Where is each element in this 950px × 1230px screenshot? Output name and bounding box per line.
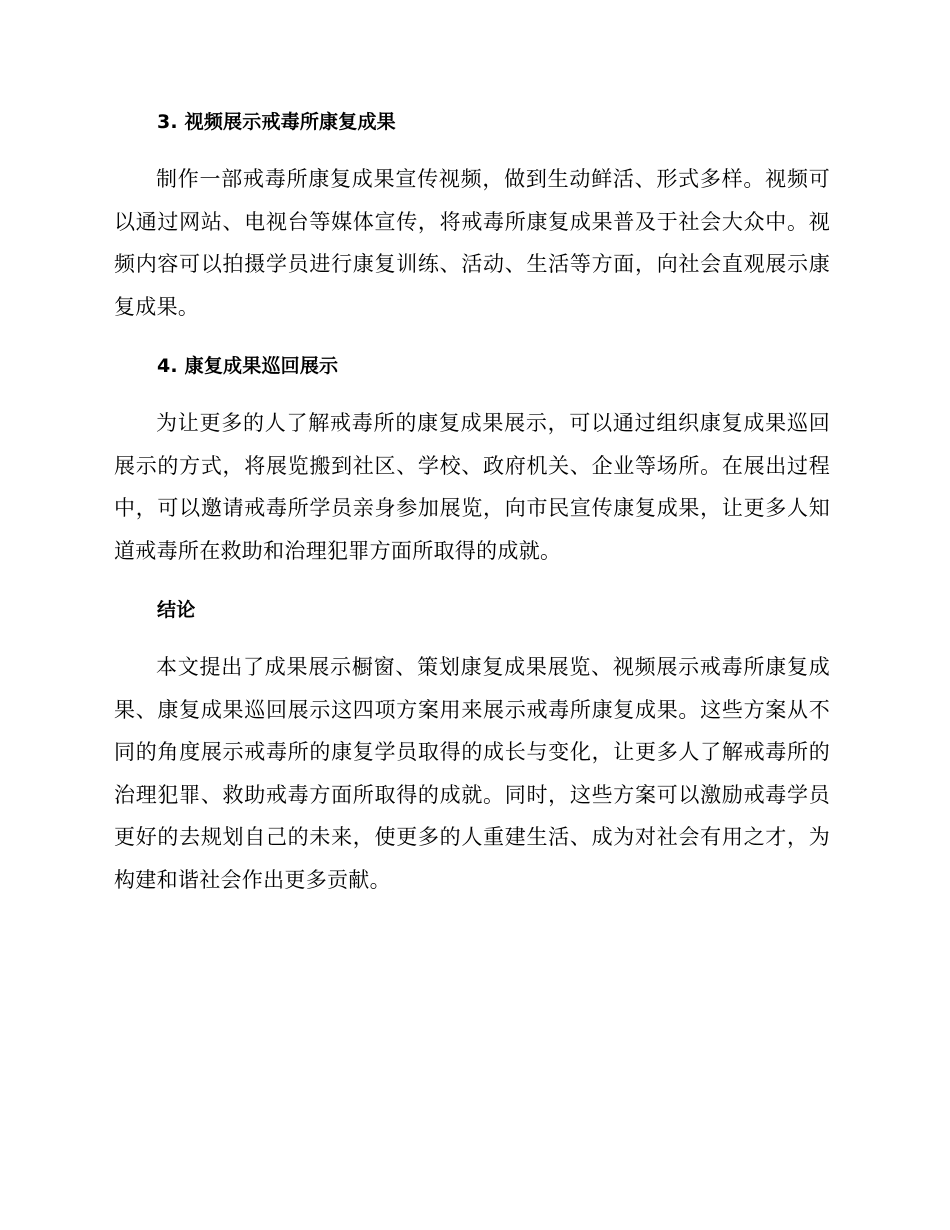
section-conclusion [114,596,830,901]
section-video-showcase [114,108,830,328]
section-paragraph: 本文提出了成果展示橱窗、策划康复成果展览、视频展示戒毒所康复成果、康复成果巡回展示这四项方案用来展示戒毒所康复成果。这些方案从不同的角度展示戒毒所的康复学员取得的成长与变化，让更多人了解戒毒所的治理犯罪、救助戒毒方面所取得的成就。同时，这些方案可以激励戒毒学员更好的去规划自己的未来，使更多的人重建生活、成为对社会有用之才，为构建和谐社会作出更多贡献。 [114,655,830,892]
section-paragraph: 为让更多的人了解戒毒所的康复成果展示，可以通过组织康复成果巡回展示的方式，将展览搬到社区、学校、政府机关、企业等场所。在展出过程中，可以邀请戒毒所学员亲身参加展览，向市民宣传康复成果，让更多人知道戒毒所在救助和治理犯罪方面所取得的成就。 [114,411,830,563]
section-paragraph: 制作一部戒毒所康复成果宣传视频，做到生动鲜活、形式多样。视频可以通过网站、电视台等媒体宣传，将戒毒所康复成果普及于社会大众中。视频内容可以拍摄学员进行康复训练、活动、生活等方面，向社会直观展示康复成果。 [114,167,830,319]
section-heading: 3. 视频展示戒毒所康复成果 [157,111,396,133]
section-heading: 4. 康复成果巡回展示 [157,355,339,377]
section-heading: 结论 [157,599,196,621]
section-touring-exhibition [114,352,830,572]
